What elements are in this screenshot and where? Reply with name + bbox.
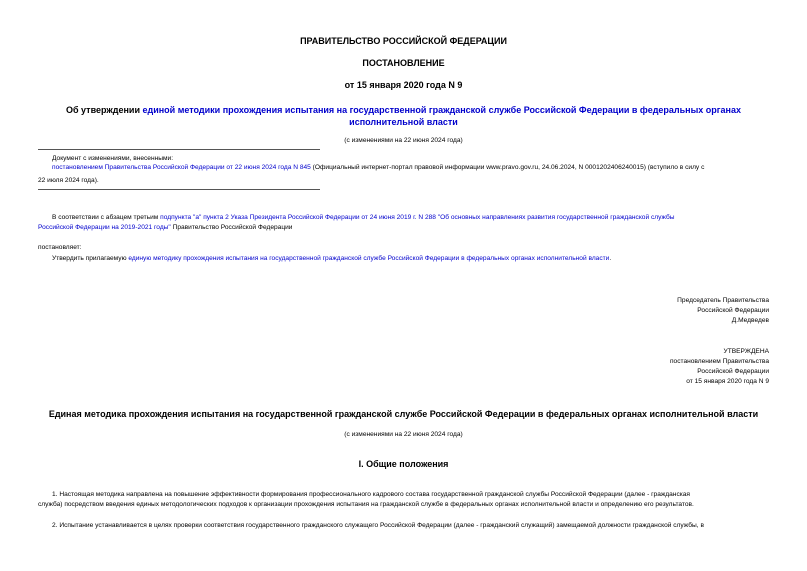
decree-link-line2[interactable]: Российской Федерации на 2019-2021 годы" [38,224,171,231]
amendment-details: (Официальный интернет-портал правовой информации www.pravo.gov.ru, 24.06.2024, N 0001202406240015) (вступило в силу с [310,164,705,171]
approve-period: . [609,255,612,262]
signature-org: Российской Федерации [697,307,769,314]
divider-top [38,149,320,150]
signature-name: Д.Медведев [731,317,769,324]
methodology-changes: (с изменениями на 22 июня 2024 года) [344,431,463,438]
signature-block [500,296,769,326]
approve-paragraph [52,254,767,264]
document-date: от 15 января 2020 года N 9 [344,80,463,90]
title-prefix: Об утверждении [66,105,143,115]
title-link[interactable]: единой методики прохождения испытания на государственной гражданской службе Российской Федерации в федеральных органах [142,105,741,115]
document-title [0,104,807,128]
approved-block [500,347,769,387]
approved-by: постановлением Правительства [669,358,769,365]
amendments-heading: Документ с изменениями, внесенными: [52,155,174,162]
clause-1-line2: служба) посредством введения единых методологических подходов к организации прохождения испытания на гражданской службе в федеральных органах исполнительной власти и определению его результатов. [38,501,694,508]
methodology-title: Единая методика прохождения испытания на государственной гражданской службе Российской Федерации в федеральных органах исполнительной власти [48,409,759,419]
preamble-paragraph-line2 [38,223,769,233]
signature-position: Председатель Правительства [677,297,769,304]
methodology-link[interactable]: единую методику прохождения испытания на государственной гражданской службе Российской Федерации в федеральных органах исполнительной власти [128,255,610,262]
decree-link[interactable]: подпункта "а" пункта 2 Указа Президента Российской Федерации от 24 июня 2019 г. N 288 "Об основных направлениях развития государственной гражданской службы [160,214,675,221]
preamble-text: В соответствии с абзацем третьим [52,214,161,221]
document-type: ПОСТАНОВЛЕНИЕ [362,58,445,68]
preamble-text-end: Правительство Российской Федерации [170,224,293,231]
clause-2-line1: 2. Испытание устанавливается в целях проверки соответствия государственного гражданского служащего Российской Федерации (далее - гражданский служащий) замещаемой должности гражданской службы, в [52,522,704,529]
approve-text: Утвердить прилагаемую [52,255,129,262]
approved-label: УТВЕРЖДЕНА [723,348,769,355]
amendments-box [52,154,772,172]
preamble-paragraph [38,213,769,223]
divider-bottom [38,189,320,190]
approved-org: Российской Федерации [697,368,769,375]
section-heading: I. Общие положения [358,459,449,469]
title-link-line2[interactable]: исполнительной власти [349,117,458,127]
clause-1-line1: 1. Настоящая методика направлена на повышение эффективности формирования профессионального кадрового состава государственной гражданской службы Российской Федерации (далее - гражданская [52,491,691,498]
decides-label: постановляет: [38,244,82,251]
amendment-link[interactable]: постановлением Правительства Российской Федерации от 22 июня 2024 года N 845 [52,164,311,171]
approved-date: от 15 января 2020 года N 9 [686,378,769,385]
changes-note: (с изменениями на 22 июня 2024 года) [344,137,463,144]
amendment-effective: 22 июля 2024 года). [38,177,99,184]
government-heading: ПРАВИТЕЛЬСТВО РОССИЙСКОЙ ФЕДЕРАЦИИ [300,36,507,46]
